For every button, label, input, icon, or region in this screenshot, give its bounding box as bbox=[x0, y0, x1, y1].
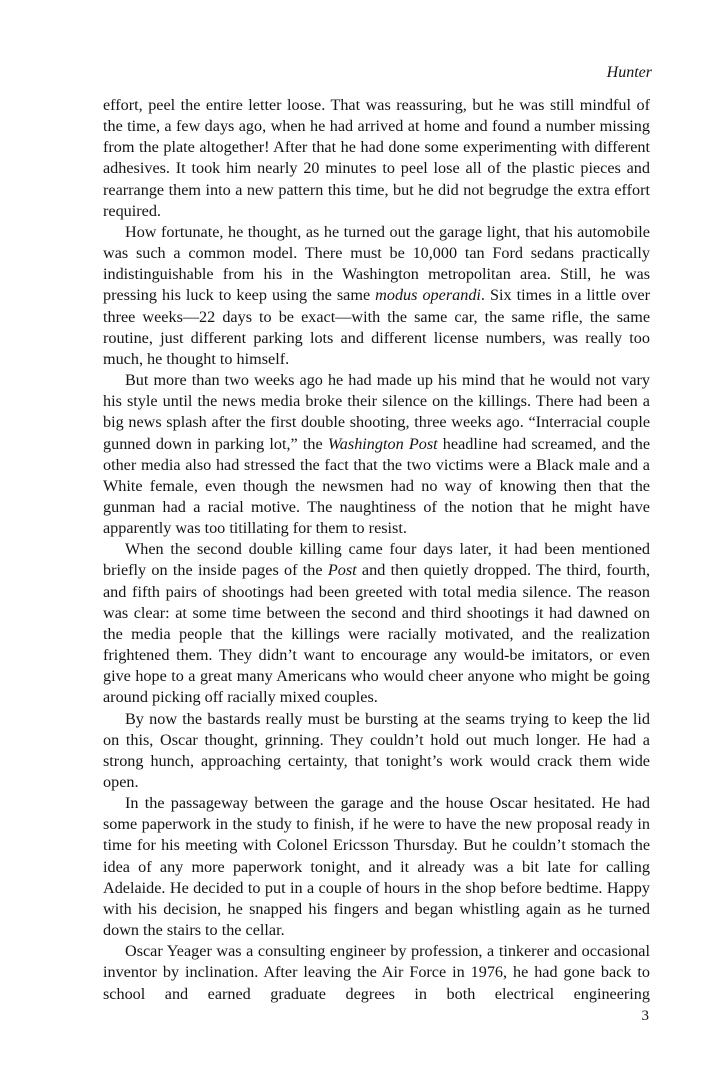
italic-phrase: modus operandi bbox=[375, 286, 481, 305]
text-segment: headline had screamed, and the other media also had stressed the fact that the two victims were a Black male and a White female, even though the newsmen had no way of knowing then that the gunman had a racial motive. The naughtiness of the notion that he might have apparently was too titillating for them to resist. bbox=[103, 434, 651, 538]
paragraph-1 bbox=[103, 95, 650, 222]
italic-phrase: Post bbox=[327, 561, 357, 580]
body-text bbox=[103, 95, 650, 1005]
paragraph-5 bbox=[103, 709, 650, 794]
text-segment: How fortunate, he thought, as he turned out the garage light, that his automobile was such a common model. There must be 10,000 tan Ford sedans practically indistinguishable from his in the Washington metropolitan area. Still, he was pressing his luck to keep using the same bbox=[103, 222, 650, 305]
text-segment: . Six times in a little over three weeks—22 days to be exact—with the same car, the same rifle, the same routine, just different parking lots and different license numbers, was really too much, he thought to himself. bbox=[103, 286, 650, 368]
italic-phrase: Washington Post bbox=[327, 434, 438, 453]
text-segment: But more than two weeks ago he had made up his mind that he would not vary his style until the news media broke their silence on the killings. There had been a big news splash after the first double shooting, three weeks ago. “Interracial couple gunned down in parking lot,” the bbox=[103, 371, 650, 453]
text-segment: and then quietly dropped. The third, fourth, and fifth pairs of shootings had been greeted with total media silence. The reason was clear: at some time between the second and third shootings it had dawned on the media people that the killings were racially motivated, and the realization frightened them. They didn’t want to encourage any would-be imitators, or even give hope to a great many Americans who would cheer anyone who might be going around picking off racially mixed couples. bbox=[103, 561, 650, 707]
paragraph-2 bbox=[103, 222, 650, 370]
text-segment: When the second double killing came four days later, it had been mentioned briefly on the inside pages of the bbox=[103, 540, 650, 580]
text-segment: effort, peel the entire letter loose. That was reassuring, but he was still mindful of the time, a few days ago, when he had arrived at home and found a number missing from the plate altogether! After that he had done some experimenting with different adhesives. It took him nearly 20 minutes to peel lose all of the plastic pieces and rearrange them into a new pattern this time, but he did not begrudge the extra effort required. bbox=[103, 96, 650, 220]
text-segment: By now the bastards really must be bursting at the seams trying to keep the lid on this, Oscar thought, grinning. They couldn’t hold out much longer. He had a strong hunch, approaching certainty, that tonight’s work would crack them wide open. bbox=[103, 709, 650, 791]
text-segment: In the passageway between the garage and the house Oscar hesitated. He had some paperwork in the study to finish, if he were to have the new proposal ready in time for his meeting with Colonel Ericsson Thursday. But he couldn’t stomach the idea of any more paperwork tonight, and it already was a bit late for calling Adelaide. He decided to put in a couple of hours in the shop before bedtime. Happy with his decision, he snapped his fingers and began whistling again as he turned down the stairs to the cellar. bbox=[103, 794, 650, 940]
text-segment: Oscar Yeager was a consulting engineer by profession, a tinkerer and occasional inventor by inclination. After leaving the Air Force in 1976, he had gone back to school and earned graduate degrees in both electrical engineering bbox=[103, 942, 650, 1003]
page-number: 3 bbox=[641, 1008, 649, 1024]
running-head: Hunter bbox=[606, 64, 652, 81]
paragraph-7 bbox=[103, 941, 650, 1004]
paragraph-4 bbox=[103, 539, 650, 708]
paragraph-3 bbox=[103, 370, 650, 539]
paragraph-6 bbox=[103, 793, 650, 941]
